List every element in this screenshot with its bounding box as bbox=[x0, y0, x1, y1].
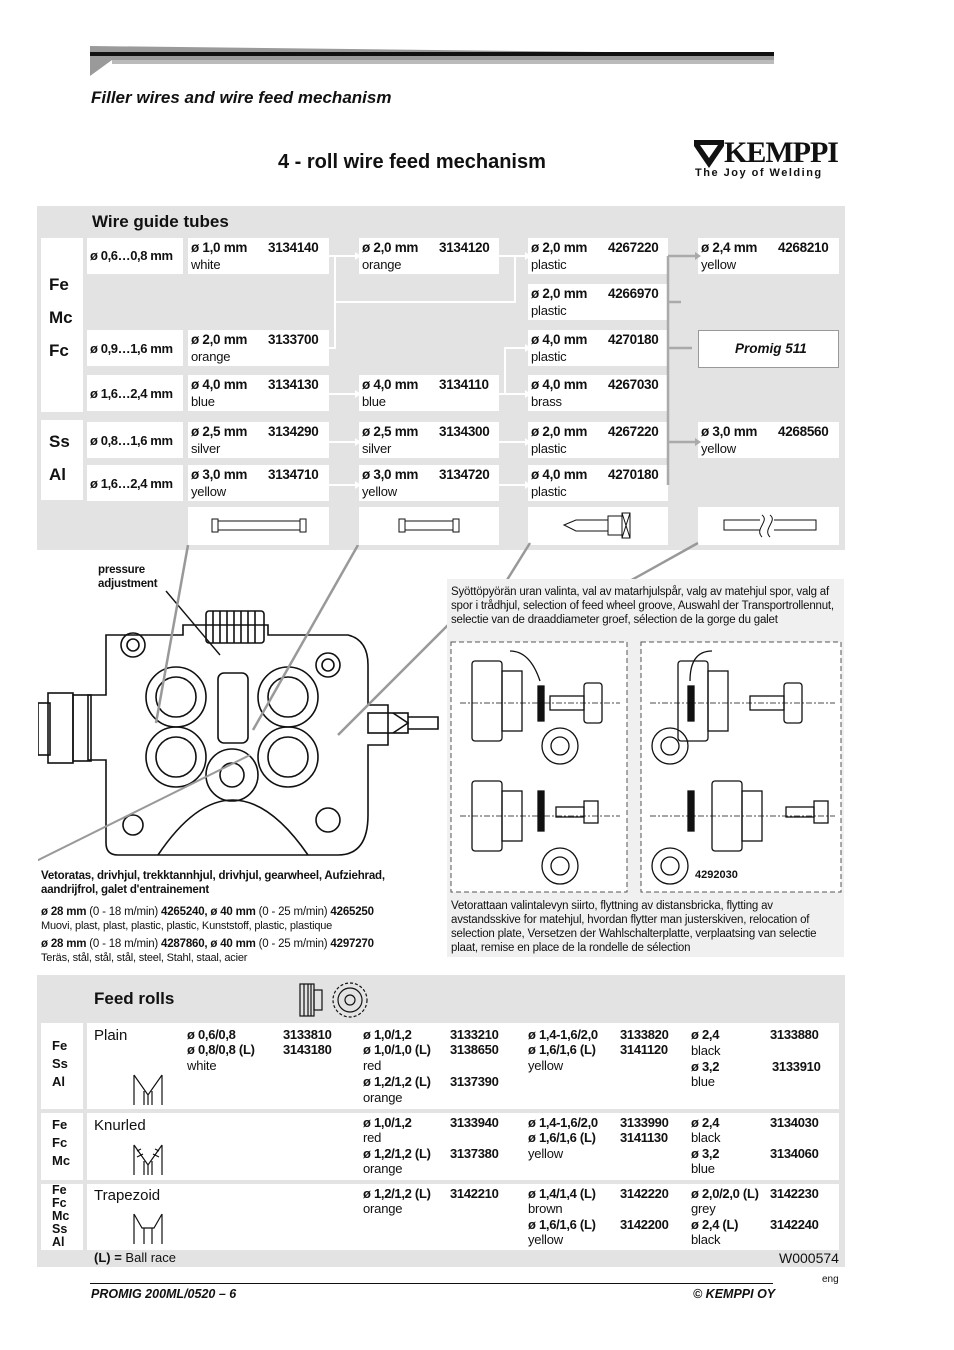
guide-tube-cell: ø 3,0 mm 4268560 yellow bbox=[698, 422, 839, 458]
guide-tube-cell: ø 4,0 mm 4267030 brass bbox=[528, 375, 668, 411]
wire-guide-title: Wire guide tubes bbox=[92, 212, 229, 231]
page-title: 4 - roll wire feed mechanism bbox=[278, 151, 546, 173]
gearwheel-material-2: Teräs, stål, stål, stål, steel, Stahl, staal, acier bbox=[41, 952, 248, 964]
guide-tube-cell: ø 3,0 mm 3134710 yellow bbox=[188, 465, 329, 501]
guide-tube-cell: ø 2,0 mm 3134120 orange bbox=[359, 238, 499, 274]
logo-tagline: The Joy of Welding bbox=[695, 167, 823, 179]
footer-copyright: © KEMPPI OY bbox=[693, 1287, 776, 1301]
guide-tube-cell: ø 2,5 mm 3134300 silver bbox=[359, 422, 499, 458]
mechanism-drawing bbox=[38, 545, 448, 875]
guide-tube-cell: ø 4,0 mm 3134130 blue bbox=[188, 375, 329, 411]
guide-tube-cell: ø 4,0 mm 4270180 plastic bbox=[528, 330, 668, 366]
guide-tube-cell: ø 2,0 mm 4267220 plastic bbox=[528, 238, 668, 274]
footer-rule bbox=[90, 1283, 773, 1284]
feed-row-plain: Plain ø 0,6/0,8 3133810 ø 0,8/0,8 (L) 3143180 white ø 1,0/1,2 3133210 ø 1,0/1,0 (L) 3138650 red ø 1,2/1,2 (L) 3137390 orange ø 1,4-1,6/2,0 3133820 ø 1,6/1,6 (L) 3141120 yellow ø 2,4 3133880 black ø 3,2 3133910 blue bbox=[87, 1023, 839, 1109]
guide-tube-cell: ø 4,0 mm 4270180 plastic bbox=[528, 465, 668, 501]
guide-tube-cell: ø 2,4 mm 4268210 yellow bbox=[698, 238, 839, 274]
feed-roll-gear-icon bbox=[298, 980, 370, 1020]
language-code: eng bbox=[822, 1274, 839, 1285]
feed-rolls-title: Feed rolls bbox=[94, 989, 175, 1008]
feed-material-plain: Fe Ss Al bbox=[41, 1023, 83, 1109]
drawing-code: W000574 bbox=[779, 1250, 839, 1266]
material-block-ss: Ss Al bbox=[41, 420, 83, 500]
gearwheel-material-1: Muovi, plast, plast, plastic, plastic, Kunststoff, plastic, plastique bbox=[41, 920, 333, 932]
gearwheel-title: Vetoratas, drivhjul, trekktannhjul, drivhjul, gearwheel, Aufziehrad, aandrijfrol, galet d'entrainement bbox=[41, 870, 385, 896]
guide-tube-cell: ø 1,0 mm 3134140 white bbox=[188, 238, 329, 274]
gearwheel-line-2: ø 28 mm (0 - 18 m/min) 4287860, ø 40 mm (0 - 25 m/min) 4297270 bbox=[41, 938, 374, 950]
section-title: Filler wires and wire feed mechanism bbox=[91, 88, 392, 107]
connector-lines bbox=[37, 206, 845, 556]
wire-range-label: ø 0,9…1,6 mm bbox=[87, 330, 183, 366]
kemppi-logo bbox=[694, 136, 846, 180]
pressure-label: pressure adjustment bbox=[98, 564, 158, 590]
gearwheel-line-1: ø 28 mm (0 - 18 m/min) 4265240, ø 40 mm (0 - 25 m/min) 4265250 bbox=[41, 906, 374, 918]
plain-roll-profile-icon bbox=[132, 1073, 164, 1107]
wire-range-label: ø 0,8…1,6 mm bbox=[87, 422, 183, 458]
trapezoid-roll-profile-icon bbox=[132, 1212, 164, 1246]
guide-tube-cell: ø 4,0 mm 3134110 blue bbox=[359, 375, 499, 411]
material-block-fe: Fe Mc Fc bbox=[41, 238, 83, 412]
wire-range-label: ø 1,6…2,4 mm bbox=[87, 465, 183, 501]
guide-tube-cell: ø 2,5 mm 3134290 silver bbox=[188, 422, 329, 458]
footer-document-id: PROMIG 200ML/0520 – 6 bbox=[91, 1287, 237, 1301]
header-bar bbox=[90, 46, 774, 76]
feed-material-knurled: Fe Fc Mc bbox=[41, 1113, 83, 1180]
guide-tube-cell: ø 2,0 mm 4266970 plastic bbox=[528, 284, 668, 320]
wire-range-label: ø 0,6…0,8 mm bbox=[87, 238, 183, 274]
guide-tube-cell: ø 3,0 mm 3134720 yellow bbox=[359, 465, 499, 501]
feed-material-trapezoid: Fe Fc Mc Ss Al bbox=[41, 1184, 83, 1250]
knurled-roll-profile-icon bbox=[132, 1143, 164, 1177]
ball-race-legend: (L) = Ball race bbox=[94, 1250, 177, 1265]
selection-steps-drawing bbox=[450, 641, 844, 893]
wire-range-label: ø 1,6…2,4 mm bbox=[87, 375, 183, 411]
logo-brand: KEMPPI bbox=[724, 136, 838, 169]
part-number-label: 4292030 bbox=[695, 869, 738, 881]
kemppi-shield-icon bbox=[694, 140, 724, 168]
groove-selection-text: Syöttöpyörän uran valinta, val av matarhjulspår, valg av matehjul spor, valg af spor i trådhjul, selection of feed wheel groove, Auswahl der Transportrollennut, selectie van de draaddiameter groef, sélection de la gorge du galet bbox=[451, 586, 834, 626]
promig-label: Promig 511 bbox=[698, 330, 839, 368]
feed-row-knurled: Knurled ø 1,0/1,2 3133940 red ø 1,2/1,2 (L) 3137380 orange ø 1,4-1,6/2,0 3133990 ø 1,6/1,6 (L) 3141130 yellow ø 2,4 3134030 black ø 3,2 3134060 blue bbox=[87, 1113, 839, 1180]
feed-row-trapezoid: Trapezoid ø 1,2/1,2 (L) 3142210 orange ø 1,4/1,4 (L) 3142220 brown ø 1,6/1,6 (L) 3142200 yellow ø 2,0/2,0 (L) 3142230 grey ø 2,4 (L) 3142240 black bbox=[87, 1184, 839, 1250]
plate-relocation-text: Vetorattaan valintalevyn siirto, flyttning av distansbricka, flytting av avstandsskive for matehjul, hvordan flytter man justerskiven, relocation of selection plate, Versetzen der Wahlschalterplatte, verplaatsing van selectie plaat, remise en place de la rondelle de sélection bbox=[451, 900, 817, 954]
guide-tube-cell: ø 2,0 mm 3133700 orange bbox=[188, 330, 329, 366]
guide-tube-cell: ø 2,0 mm 4267220 plastic bbox=[528, 422, 668, 458]
